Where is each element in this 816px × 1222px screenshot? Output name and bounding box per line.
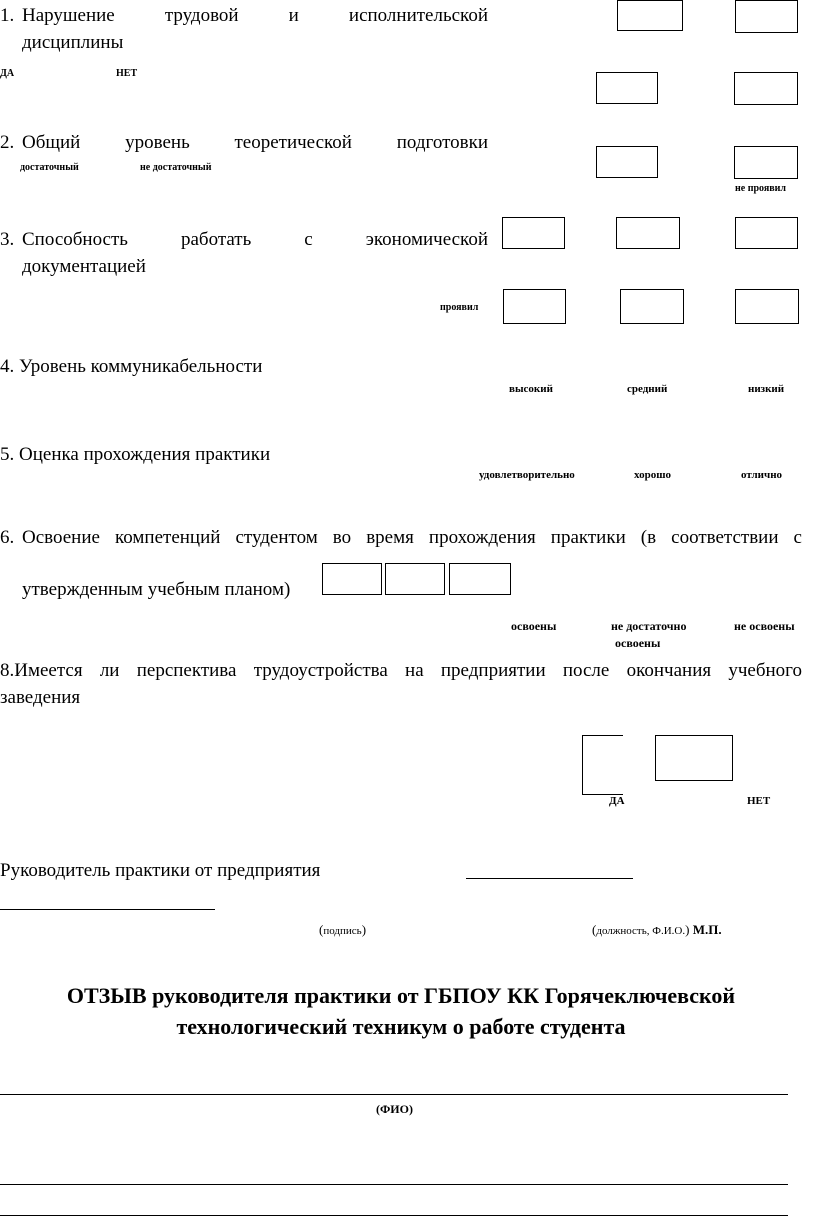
q1-no-label: НЕТ (116, 68, 138, 79)
checkbox[interactable] (655, 735, 733, 781)
checkbox[interactable] (385, 563, 445, 595)
checkbox[interactable] (617, 0, 683, 31)
q1-text-line1: Нарушение трудовой и исполнительской (22, 5, 488, 26)
q3-option-shown: проявил (440, 302, 479, 313)
q3-number: 3. (0, 229, 15, 250)
checkbox[interactable] (322, 563, 382, 595)
q2-option-not-shown: не проявил (735, 183, 787, 194)
q4-option-medium: средний (627, 383, 668, 395)
checkbox[interactable] (502, 217, 565, 249)
signature-line (466, 878, 633, 879)
checkbox[interactable] (503, 289, 566, 324)
q3-text-line1: Способность работать с экономической (22, 229, 488, 250)
supervisor-label: Руководитель практики от предприятия (0, 860, 321, 881)
q4-text: 4. Уровень коммуникабельности (0, 356, 263, 377)
position-hint: (должность, Ф.И.О.) М.П. (592, 922, 722, 937)
signature-hint: (подпись) (319, 922, 367, 937)
q1-text-line2: дисциплины (22, 32, 124, 53)
q6-number: 6. (0, 527, 15, 548)
q5-option-excellent: отлично (741, 469, 783, 481)
review-line (0, 1215, 788, 1216)
q6-option-insufficient-line2: освоены (615, 636, 661, 650)
fio-label: (ФИО) (376, 1102, 413, 1116)
q6-text-line1: Освоение компетенций студентом во время прохождения практики (в соответствии с (22, 527, 802, 548)
checkbox[interactable] (449, 563, 511, 595)
q4-option-low: низкий (748, 383, 785, 395)
checkbox[interactable] (734, 146, 798, 179)
q2-option-sufficient: достаточный (20, 162, 79, 173)
q6-option-insufficient-line1: не достаточно (611, 619, 687, 633)
review-title-line1: ОТЗЫВ руководителя практики от ГБПОУ КК Горячеключевской (66, 983, 736, 1008)
checkbox[interactable] (735, 0, 798, 33)
checkbox[interactable] (582, 735, 623, 795)
fio-line (0, 1094, 788, 1095)
q5-text: 5. Оценка прохождения практики (0, 444, 271, 465)
checkbox[interactable] (616, 217, 680, 249)
stamp-label: М.П. (692, 922, 722, 937)
review-line (0, 1184, 788, 1185)
q1-number: 1. (0, 5, 15, 26)
q2-option-insufficient: не достаточный (140, 162, 212, 173)
q6-option-mastered: освоены (511, 619, 557, 633)
checkbox[interactable] (734, 72, 798, 105)
name-line (0, 909, 215, 910)
review-title-line2: технологический техникум о работе студента (176, 1014, 626, 1039)
q1-yes-label: ДА (0, 68, 15, 79)
checkbox[interactable] (735, 217, 798, 249)
q8-yes-label: ДА (609, 795, 625, 807)
q2-number: 2. (0, 132, 15, 153)
q8-text-line2: заведения (0, 687, 81, 708)
q8-text-line1: 8.Имеется ли перспектива трудоустройства на предприятии после окончания учебного (0, 660, 802, 681)
q6-text-line2: утвержденным учебным планом) (22, 579, 291, 600)
q3-text-line2: документацией (22, 256, 146, 277)
q2-text: Общий уровень теоретической подготовки (22, 132, 488, 153)
q4-option-high: высокий (509, 383, 553, 395)
q8-no-label: НЕТ (747, 795, 771, 807)
checkbox[interactable] (735, 289, 799, 324)
q6-option-not-mastered: не освоены (734, 619, 795, 633)
q5-option-satisfactory: удовлетворительно (479, 469, 575, 481)
checkbox[interactable] (596, 72, 658, 104)
checkbox[interactable] (596, 146, 658, 178)
q5-option-good: хорошо (634, 469, 671, 481)
checkbox[interactable] (620, 289, 684, 324)
